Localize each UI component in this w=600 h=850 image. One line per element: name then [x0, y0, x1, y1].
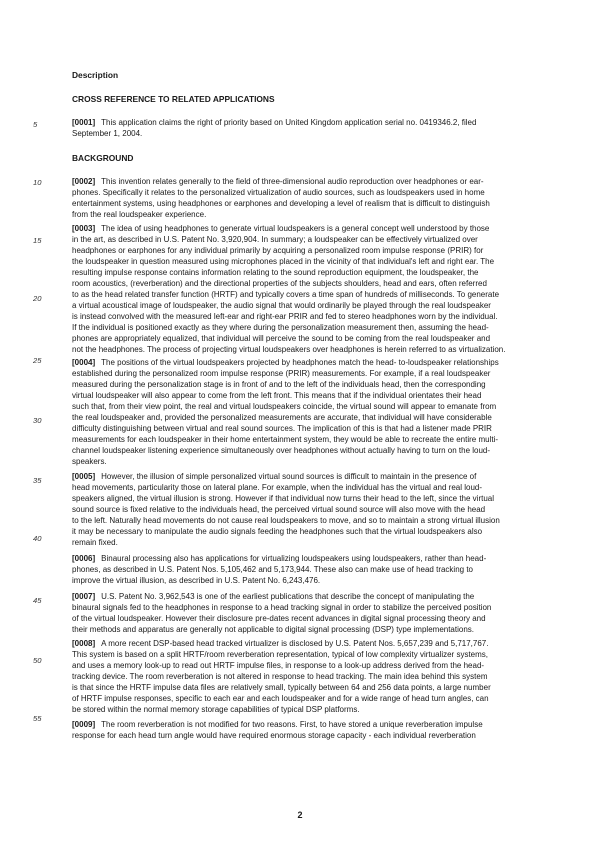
paragraph-line: in the art, as described in U.S. Patent No. 3,920,904. In summary; a loudspeaker can be effectively virtualized over	[72, 235, 478, 244]
paragraph-line: measurements for each loudspeaker in their home entertainment system, they would be able to recreate the entire multi-	[72, 435, 498, 444]
paragraph-line: from the real loudspeaker experience.	[72, 210, 207, 219]
paragraph-number: [0007]	[72, 592, 96, 601]
margin-line-number: 45	[33, 596, 42, 605]
section-title: Description	[72, 70, 119, 80]
paragraph-text: The room reverberation is not modified for two reasons. First, to have stored a unique reverberation impulse	[101, 720, 483, 729]
paragraph-line	[72, 224, 489, 234]
paragraph-line	[72, 118, 476, 128]
paragraph-number: [0005]	[72, 472, 96, 481]
paragraph-line: established during the personalized room impulse response (PRIR) measurements. For example, if a real loudspeaker	[72, 369, 491, 378]
paragraph-text: This application claims the right of priority based on United Kingdom application serial no. 0419346.2, filed	[101, 118, 477, 127]
paragraph-line	[72, 358, 499, 368]
page-number: 2	[297, 810, 303, 820]
margin-line-number: 55	[33, 714, 42, 723]
cross-reference-heading: CROSS REFERENCE TO RELATED APPLICATIONS	[72, 94, 275, 104]
margin-line-number: 10	[33, 178, 42, 187]
paragraph-line	[72, 177, 484, 187]
paragraph-line: their methods and apparatus are generally not applicable to digital signal processing (DSP) type implementations.	[72, 625, 475, 634]
paragraph-line: to as the head related transfer function (HRTF) and typically covers a time span of hundreds of milliseconds. To generate	[72, 290, 500, 299]
paragraph-line: September 1, 2004.	[72, 129, 143, 138]
paragraph-text: This invention relates generally to the field of three-dimensional audio reproduction over headphones or ear-	[101, 177, 484, 186]
paragraph-line: not the headphones. The process of projecting virtual loudspeakers over headphones is herein referred to as virtualization.	[72, 345, 506, 354]
paragraph-line: response for each head turn angle would have required enormous storage capacity - each individual reverberation	[72, 731, 476, 740]
paragraph-line: is instead convolved with the measured left-ear and right-ear PRIR and fed to stereo headphones worn by the individual.	[72, 312, 498, 321]
paragraph-line: measured during the personalization stage is in front of and to the left of the individuals head, then the corresponding	[72, 380, 486, 389]
paragraph-line: difficulty distinguishing between virtual and real sound sources. The implication of this is that had a listener made PRIR	[72, 424, 492, 433]
paragraph-number: [0001]	[72, 118, 96, 127]
paragraph-line: of the virtual loudspeaker. However their disclosure pre-dates recent advances in digital signal processing theory and	[72, 614, 486, 623]
margin-line-number: 35	[33, 476, 42, 485]
paragraph-line: and uses a memory look-up to read out HRTF impulse files, in response to a look-up address derived from the head-	[72, 661, 485, 670]
paragraph-line: virtual loudspeaker will also appear to come from the left front. This means that if the individual orientates their head	[72, 391, 482, 400]
paragraph-line	[72, 592, 474, 602]
paragraph-line: such that, from their view point, the real and virtual loudspeakers coincide, the virtual sound will appear to emanate from	[72, 402, 497, 411]
paragraph-line: speakers aligned, the virtual illusion is strong. However if that individual now turns their head to the left, since the virtual	[72, 494, 494, 503]
paragraph-line: it may be necessary to manipulate the audio signals feeding the headphones such that the virtual loudspeakers also	[72, 527, 483, 536]
paragraph-number: [0009]	[72, 720, 96, 729]
paragraph-text: A more recent DSP-based head tracked virtualizer is disclosed by U.S. Patent Nos. 5,657,239 and 5,717,767.	[101, 639, 489, 648]
margin-line-number: 15	[33, 236, 42, 245]
paragraph-line: remain fixed.	[72, 538, 118, 547]
paragraph-number: [0008]	[72, 639, 96, 648]
paragraph-line	[72, 554, 486, 564]
paragraph-line: entertainment systems, using headphones or earphones and developing a level of realism that is difficult to distinguish	[72, 199, 490, 208]
paragraph-number: [0003]	[72, 224, 96, 233]
paragraph-text: U.S. Patent No. 3,962,543 is one of the earliest publications that describe the concept of manipulating the	[101, 592, 475, 601]
paragraph-line: a virtual acoustical image of loudspeaker, the audio signal that would ordinarily be played through the real loudspeaker	[72, 301, 491, 310]
paragraph-line: If the individual is positioned exactly as they where during the personalization measurement then, assuming the head-	[72, 323, 489, 332]
paragraph-line: phones, as described in U.S. Patent Nos. 5,105,462 and 5,173,944. These also can make use of head tracking to	[72, 565, 474, 574]
paragraph-number: [0004]	[72, 358, 96, 367]
margin-line-number: 30	[33, 416, 42, 425]
paragraph-text: However, the illusion of simple personalized virtual sound sources is difficult to maintain in the presence of	[101, 472, 477, 481]
paragraph-line: tracking device. The room reverberation is not altered in response to head tracking. The main idea behind this system	[72, 672, 488, 681]
paragraph-line: head movements, particularity those on lateral plane. For example, when the individual has the virtual and real loud-	[72, 483, 483, 492]
background-heading: BACKGROUND	[72, 153, 134, 163]
paragraph-line	[72, 472, 476, 482]
margin-line-number: 40	[33, 534, 42, 543]
margin-line-number: 25	[33, 356, 42, 365]
paragraph-line: headphones or earphones for any individual primarily by acquiring a personalized room impulse response (PRIR) for	[72, 246, 484, 255]
paragraph-line: of HRTF impulse responses, specific to each ear and each loudspeaker and for a wide range of head turn angles, can	[72, 694, 489, 703]
paragraph-text: The idea of using headphones to generate virtual loudspeakers is a general concept well understood by those	[101, 224, 490, 233]
paragraph-line: binaural signals fed to the headphones in response to a head tracking signal in order to stabilize the perceived position	[72, 603, 492, 612]
paragraph-line: improve the virtual illusion, as described in U.S. Patent No. 6,243,476.	[72, 576, 321, 585]
margin-line-number: 20	[33, 294, 42, 303]
paragraph-line: sound source is fixed relative to the individuals head, the perceived virtual sound source will also move with the head	[72, 505, 486, 514]
paragraph-text: Binaural processing also has applications for virtualizing loudspeakers using loudspeakers, rather than head-	[101, 554, 487, 563]
margin-line-number: 5	[33, 120, 38, 129]
paragraph-line	[72, 639, 488, 649]
paragraph-line: phones are appropriately equalized, that individual will perceive the sound to be coming from the real loudspeaker and	[72, 334, 491, 343]
margin-line-number: 50	[33, 656, 42, 665]
paragraph-line: speakers.	[72, 457, 107, 466]
paragraph-number: [0002]	[72, 177, 96, 186]
paragraph-line: channel loudspeaker listening experience simultaneously over headphones without actually having to turn on the loud-	[72, 446, 491, 455]
paragraph-line: the loudspeaker in question measured using microphones placed in the vicinity of that individual's left and right ear. The	[72, 257, 495, 266]
paragraph-line: is that since the HRTF impulse data files are relatively small, typically between 64 and 256 data points, a large number	[72, 683, 491, 692]
paragraph-line: room acoustics, (reverberation) and the directional properties of the subjects shoulders, head and ears, often referred	[72, 279, 487, 288]
paragraph-number: [0006]	[72, 554, 96, 563]
paragraph-line	[72, 720, 483, 730]
paragraph-line: phones. Specifically it relates to the personalized virtualization of audio sources, such as loudspeakers used in home	[72, 188, 485, 197]
paragraph-line: be stored within the normal memory storage capabilities of typical DSP platforms.	[72, 705, 360, 714]
paragraph-line: This system is based on a split HRTF/room reverberation representation, typical of low complexity virtualizer systems,	[72, 650, 489, 659]
paragraph-line: resulting impulse response contains information relating to the sound reproduction equipment, the loudspeaker, the	[72, 268, 479, 277]
paragraph-line: to the left. Naturally head movements do not cause real loudspeakers to move, and so to maintain a strong virtual illusion	[72, 516, 500, 525]
paragraph-text: The positions of the virtual loudspeakers projected by headphones match the head- to-loudspeaker relationships	[101, 358, 499, 367]
paragraph-line: the real loudspeaker and, provided the personalized measurements are accurate, that individual will have considerable	[72, 413, 492, 422]
